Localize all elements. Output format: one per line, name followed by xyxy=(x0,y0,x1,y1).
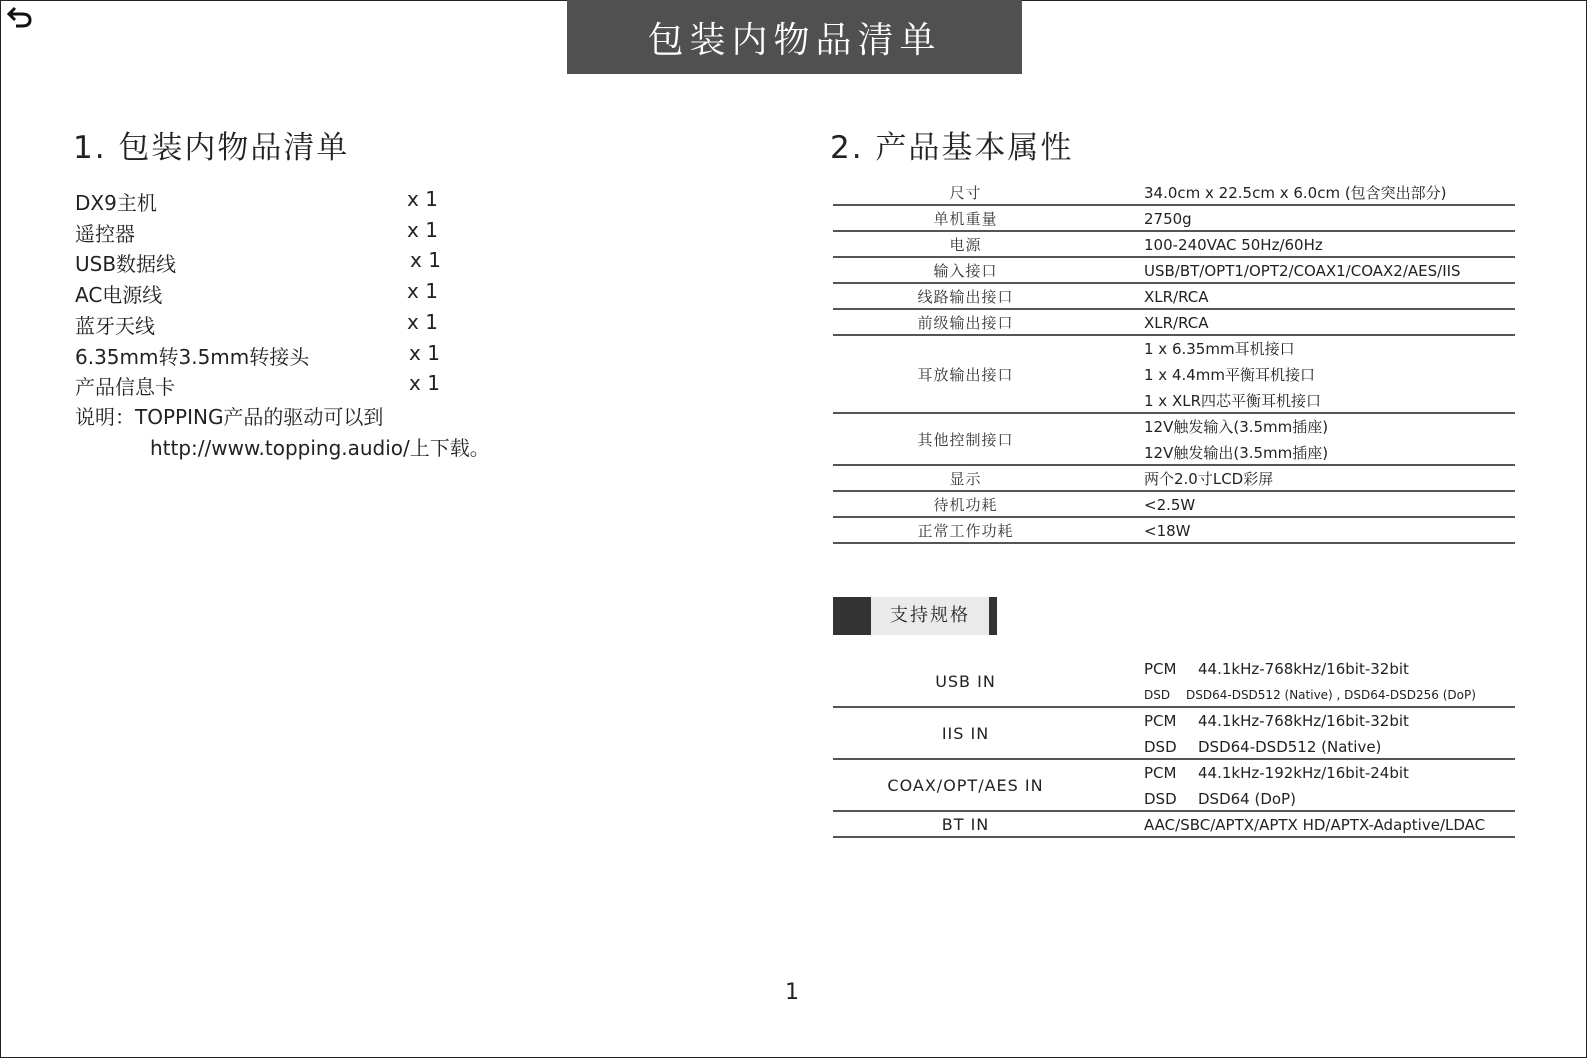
property-values xyxy=(1144,336,1515,412)
support-label: USB IN xyxy=(935,671,996,691)
packing-item-qty: x 1 xyxy=(409,340,440,365)
badge-label: 支持规格 xyxy=(871,597,989,635)
property-value: 34.0cm x 22.5cm x 6.0cm (包含突出部分) xyxy=(1144,184,1447,202)
support-spec-badge xyxy=(833,597,998,635)
property-values xyxy=(1144,466,1515,490)
format-key: DSD xyxy=(1144,738,1177,756)
property-value: 1 x 6.35mm耳机接口 xyxy=(1144,340,1295,358)
property-value: 1 x 4.4mm平衡耳机接口 xyxy=(1144,366,1316,384)
property-label: 待机功耗 xyxy=(933,495,998,514)
property-label: 显示 xyxy=(949,469,982,488)
format-value: 44.1kHz-768kHz/16bit-32bit xyxy=(1198,660,1409,678)
packing-item-qty: x 1 xyxy=(407,309,438,334)
support-row xyxy=(833,656,1515,708)
property-values xyxy=(1144,284,1515,308)
property-value: 2750g xyxy=(1144,210,1192,228)
support-line xyxy=(1144,760,1515,786)
format-key: PCM xyxy=(1144,712,1177,730)
property-value: <2.5W xyxy=(1144,496,1196,514)
support-line xyxy=(1144,708,1515,734)
format-key: DSD xyxy=(1144,790,1177,808)
property-label: 单机重量 xyxy=(933,209,998,228)
packing-item-name: 蓝牙天线 xyxy=(75,313,155,338)
support-row xyxy=(833,812,1515,838)
property-values xyxy=(1144,414,1515,464)
property-values xyxy=(1144,180,1515,204)
support-line xyxy=(1144,656,1515,682)
support-values xyxy=(1144,812,1515,836)
packing-list-title: 1. 包装内物品清单 xyxy=(73,130,350,166)
support-values xyxy=(1144,708,1515,758)
packing-item-qty: x 1 xyxy=(407,187,438,211)
properties-table xyxy=(833,180,1515,544)
property-values xyxy=(1144,232,1515,256)
packing-item-name: 遥控器 xyxy=(75,221,135,246)
property-value: 100-240VAC 50Hz/60Hz xyxy=(1144,236,1323,254)
property-row xyxy=(833,310,1515,336)
badge-bar xyxy=(989,597,997,635)
packing-item-name: DX9主机 xyxy=(75,191,157,215)
support-line xyxy=(1144,786,1515,812)
property-label: 其他控制接口 xyxy=(917,430,1014,449)
banner-title: 包装内物品清单 xyxy=(567,0,1022,74)
property-label: 电源 xyxy=(949,235,982,254)
packing-item-qty: x 1 xyxy=(407,217,438,242)
properties-title: 2. 产品基本属性 xyxy=(830,130,1074,166)
property-row xyxy=(833,180,1515,206)
badge-dark-block xyxy=(833,597,871,635)
format-value: 44.1kHz-768kHz/16bit-32bit xyxy=(1198,712,1409,730)
format-value: DSD64-DSD512 (Native) , DSD64-DSD256 (DoP) xyxy=(1186,688,1476,702)
property-values xyxy=(1144,206,1515,230)
property-label: 尺寸 xyxy=(949,183,982,202)
format-value: 44.1kHz-192kHz/16bit-24bit xyxy=(1198,764,1409,782)
packing-item-name: 产品信息卡 xyxy=(75,375,175,400)
property-value: 两个2.0寸LCD彩屏 xyxy=(1144,470,1274,488)
property-value: 12V触发输入(3.5mm插座) xyxy=(1144,418,1329,436)
property-value: XLR/RCA xyxy=(1144,314,1209,332)
property-values xyxy=(1144,310,1515,334)
property-row xyxy=(833,258,1515,284)
packing-item-qty: x 1 xyxy=(410,248,441,273)
format-value: DSD64 (DoP) xyxy=(1198,790,1296,808)
support-label: COAX/OPT/AES IN xyxy=(887,775,1044,795)
property-value: XLR/RCA xyxy=(1144,288,1209,306)
property-label: 前级输出接口 xyxy=(917,313,1014,332)
property-row xyxy=(833,492,1515,518)
packing-item-qty: x 1 xyxy=(407,279,438,304)
packing-item-name: AC电源线 xyxy=(75,283,163,308)
property-label: 输入接口 xyxy=(933,261,998,280)
packing-item-qty: x 1 xyxy=(409,371,440,396)
back-arrow-icon[interactable] xyxy=(6,4,34,30)
format-key: DSD xyxy=(1144,688,1171,702)
support-label: BT IN xyxy=(941,814,990,834)
property-value: 1 x XLR四芯平衡耳机接口 xyxy=(1144,392,1322,410)
support-values xyxy=(1144,656,1515,706)
property-row xyxy=(833,466,1515,492)
format-key: PCM xyxy=(1144,660,1177,678)
property-row xyxy=(833,232,1515,258)
driver-url[interactable]: http://www.topping.audio/上下载。 xyxy=(150,436,490,460)
support-row xyxy=(833,708,1515,760)
support-line xyxy=(1144,682,1515,708)
support-values xyxy=(1144,760,1515,810)
property-values xyxy=(1144,492,1515,516)
support-line xyxy=(1144,812,1515,838)
property-row xyxy=(833,284,1515,310)
property-row xyxy=(833,206,1515,232)
packing-item-name: 6.35mm转3.5mm转接头 xyxy=(75,344,310,369)
packing-item-name: USB数据线 xyxy=(75,252,177,277)
property-label: 正常工作功耗 xyxy=(917,521,1014,540)
property-values xyxy=(1144,258,1515,282)
support-label: IIS IN xyxy=(941,723,990,743)
driver-note: 说明：TOPPING产品的驱动可以到 xyxy=(75,405,384,429)
property-row xyxy=(833,414,1515,466)
support-row xyxy=(833,760,1515,812)
page-number: 1 xyxy=(785,980,799,1005)
support-table xyxy=(833,656,1515,838)
property-label: 线路输出接口 xyxy=(917,287,1014,306)
format-value: AAC/SBC/APTX/APTX HD/APTX-Adaptive/LDAC xyxy=(1144,816,1486,834)
format-value: DSD64-DSD512 (Native) xyxy=(1198,738,1382,756)
property-values xyxy=(1144,518,1515,542)
property-value: 12V触发输出(3.5mm插座) xyxy=(1144,444,1329,462)
support-line xyxy=(1144,734,1515,760)
property-value: USB/BT/OPT1/OPT2/COAX1/COAX2/AES/IIS xyxy=(1144,262,1461,280)
property-label: 耳放输出接口 xyxy=(917,365,1014,384)
property-row xyxy=(833,336,1515,414)
property-value: <18W xyxy=(1144,522,1191,540)
property-row xyxy=(833,518,1515,544)
format-key: PCM xyxy=(1144,764,1177,782)
